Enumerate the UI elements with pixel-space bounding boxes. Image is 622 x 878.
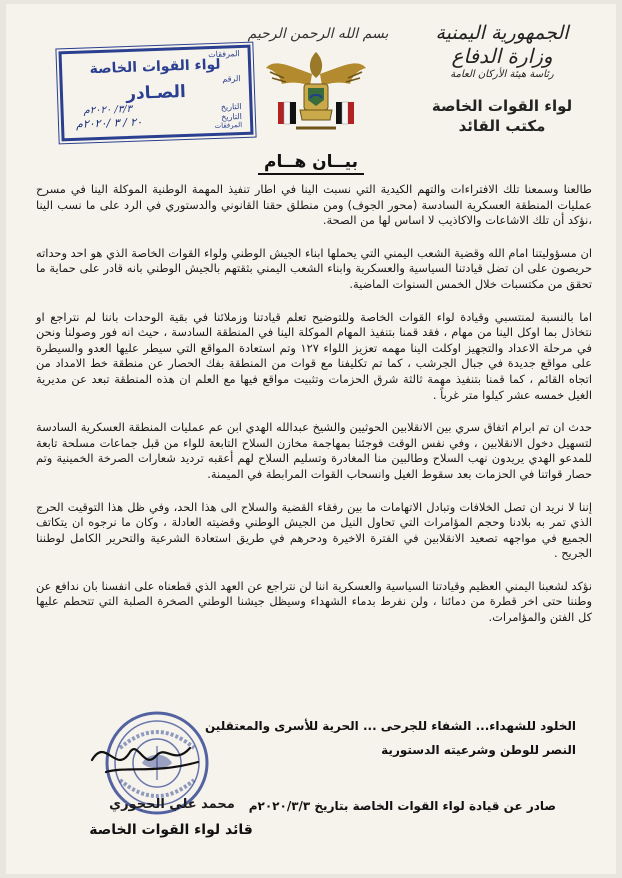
brigade-name: لواء القوات الخاصة xyxy=(431,97,573,115)
ministry-name: وزارة الدفاع xyxy=(451,44,553,68)
paragraph-1: طالعنا وسمعنا تلك الافتراءات والتهم الكيدية التي نسبت الينا في اطار تنفيذ المهمة الوطنية الموكلة الينا في مسرح عمليات المنطقة العسكرية السادسة (محور الجوف) ومن منطلق حقنا القانوني والدستوري في الرد على ما نسب الينا ،نؤكد أن تلك الاشاعات والاكاذيب لا اساس لها من الصحة. xyxy=(36,182,592,228)
outgoing-stamp xyxy=(58,45,253,142)
general-staff-name: رئاسة هيئة الأركان العامة xyxy=(450,69,554,80)
issued-date-line: صادر عن قيادة لواء القوات الخاصة بتاريخ ٢٠٢٠/٣/٣م xyxy=(248,799,556,813)
stamp-date-label: التاريخ xyxy=(220,102,242,112)
paragraph-2: ان مسؤوليتنا امام الله وقضية الشعب اليمني التي يحملها ابناء الجيش الوطني ولواء القوات الخاصة الذي هو احد وحداته حريصون على ان تضل قيادتنا السياسية والعسكرية وابناء الشعب اليمني بثقتهم بالجيش الوطني بانه قادر على حماية ما تحقق من مكتسبات خلال الخمس السنوات الماضية. xyxy=(36,245,592,291)
signatory-title: قائد لواء القوات الخاصة xyxy=(89,822,253,838)
paragraph-6: نؤكد لشعبنا اليمني العظيم وقيادتنا السياسية والعسكرية اننا لن نتراجع عن العهد الذي قطعناه على انفسنا بان ندافع عن وطننا حتى اخر قطرة من دمائنا ، ولن نفرط بدماء الشهداء وسيظل جيشنا الوطني الصخرة الصلبة التي تتحطم عليها كل الفتن والمؤامرات. xyxy=(36,578,592,625)
signature-scribble-icon xyxy=(86,726,206,786)
paragraph-4: حدث ان تم ابرام اتفاق سري بين الانقلابين الحوثيين والشيخ عبدالله الهدي ابن عم عمليات المنطقة العسكرية السادسة لتسهيل دخول الانقلابين ، وفي نفس الوقت فوجئنا بمهاجمة مخازن السلاح التابعة للواء من قبل جماعات مسلحة تابعة للمدعو الهدي يريدون نهب السلاح وطالبين منا المغادرة وتسليم السلاح لهم أعقبه ترديد شعارات الصرخة الخمينية وتم حصار قواتنا في الحزمات بعد سقوط الغيل وانسحاب القوات المرابطة في الميمنة. xyxy=(36,420,592,481)
stamp-attachments-label: المرفقات xyxy=(207,49,240,60)
signatory-name: محمد علي الحجوري xyxy=(109,797,235,812)
stamp-title: لواء القوات الخاصة xyxy=(89,56,221,78)
document-title xyxy=(6,152,616,172)
stamp-date-label-2: التاريخ xyxy=(220,112,243,122)
republic-name: الجمهورية اليمنية xyxy=(435,22,569,44)
basmala: بسم الله الرحمن الرحيم xyxy=(247,26,389,42)
stamp-attachments-label-2: المرفقات xyxy=(214,121,243,130)
statement-body xyxy=(36,182,592,643)
eagle-emblem-icon xyxy=(260,48,372,134)
letterhead xyxy=(402,22,602,136)
stamp-handwritten-date: ٣/٣/ ٢٠٢٠م xyxy=(83,103,133,117)
stamp-outgoing-label: الصـادر xyxy=(125,81,187,105)
office-name: مكتب القائد xyxy=(458,117,546,135)
paragraph-3: اما بالنسبة لمنتسبي وقيادة لواء القوات الخاصة وللتوضيح تعلم قيادتنا وزملائنا في بقية الوحدات باننا لم نتراجع او نتخاذل بما اوكل الينا من مهام ، فقد قمنا بتنفيذ المهام الموكلة الينا في المنطقة السادسة ، حيث انه فور وصولنا ونحن في مرحلة الاعداد والتجهيز اوكلت الينا مهمه تعزيز اللواء ١٢٧ وتم استعادة المواقع التي سيطر عليها العدو والسيطرة على مواقع جديدة في جبال الجرشب ، كما تم تكليفنا مع قوات من المنطقة بفك الحصار عن منطقة خط الامداد من اتجاه القائم ، كما قمنا بتنفيذ مهمة ثالثة شرق الحزمات وتثبيت مواقع فيها مع العلم ان هذه المنطقة تبعد عن مديرية الغيل خمسه عشر كيلوا متر غرباً . xyxy=(36,309,592,402)
stamp-handwritten-number: ٢٠ / ٣ /٢٠٢٠م xyxy=(75,115,143,131)
closing-victory-line: النصر للوطن وشرعيته الدستورية xyxy=(381,743,576,757)
closing-slogan: الخلود للشهداء... الشفاء للجرحى ... الحرية للأسرى والمعتقلين xyxy=(205,719,576,733)
paragraph-5: إننا لا نريد ان تصل الخلافات وتبادل الاتهامات ما بين رفقاء القضية والسلاح الى هذا الحد، وفي ظل هذا التوقيت الحرج الذي تمر به بلادنا وحجم المؤامرات التي تحاول النيل من الجيش الوطني وقضيته العادلة ، وكان ما نرجوه ان يتكاتف الجميع في مواجهه تصعيد الانقلابين في الفترة الاخيرة ودحرهم في طريق استعادة الشرعية والتحرير الكامل لوطننا الجريح . xyxy=(36,499,592,561)
document-page xyxy=(6,4,616,874)
stamp-number-label: الرقم xyxy=(222,74,241,84)
document-title-text: بيــان هــام xyxy=(258,152,364,175)
